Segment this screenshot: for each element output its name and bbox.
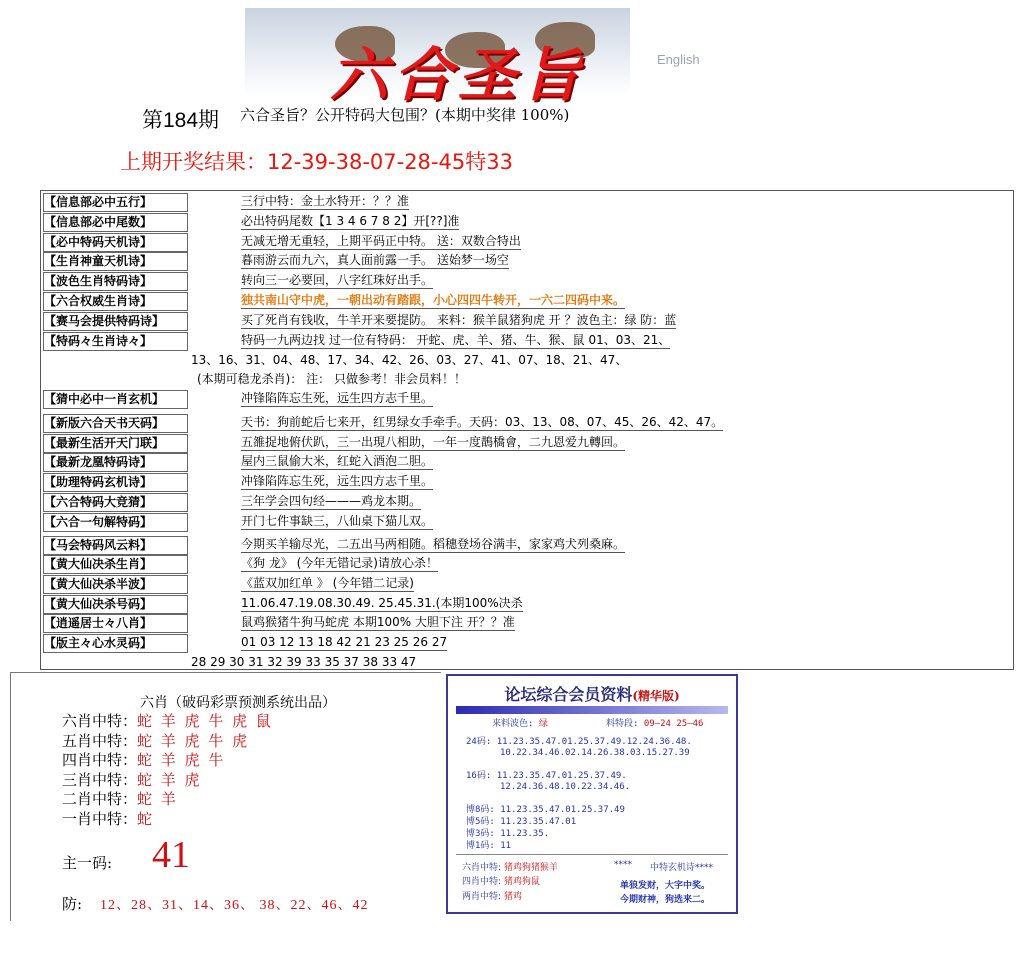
tip-value-line2: 13、16、31、04、48、17、34、42、26、03、27、41、07、18、21、47、 (191, 353, 628, 367)
tip-value: 《蓝双加红单 》 (今年错二记录) (241, 576, 414, 590)
tip-label: 【信息部必中尾数】 (43, 213, 188, 232)
tip-row (41, 412, 1011, 431)
tip-value-line2: 28 29 30 31 32 39 33 35 37 38 33 47 (191, 655, 417, 669)
tip-value: 《狗 龙》 (今年无错记录)请放心杀！ (241, 556, 438, 570)
poem-line-2: 今期财神，狗选来二。 (620, 895, 711, 905)
six-row-label: 三肖中特： (62, 770, 138, 789)
tip-label: 【特码々生肖诗々】 (43, 332, 188, 351)
tip-label: 【马会特码风云料】 (43, 536, 188, 555)
tip-value: 开门七件事缺三，八仙桌下猫儿双。 (241, 514, 434, 528)
six-zodiac-row (62, 749, 225, 770)
tip-value: 01 03 12 13 18 42 21 23 25 26 27 (241, 635, 448, 649)
foot-two-value: 猪鸡 (503, 892, 522, 902)
card-number-row (466, 838, 511, 851)
six-row-value: 蛇 (137, 809, 155, 828)
tip-value: 天书：狗前蛇后七来开，红男绿女手牵手。天码：03、13、08、07、45、26、42、47。 (241, 415, 724, 429)
card-row-label: 博5码: (466, 817, 495, 827)
card-color-band (456, 706, 728, 714)
six-row-value: 蛇 羊 虎 牛 虎 (137, 731, 250, 750)
special-range-value: 09—24 25—46 (643, 719, 704, 729)
tip-label: 【波色生肖特码诗】 (43, 272, 188, 291)
card-row-value: 11.23.35. (500, 829, 550, 839)
card-row-value: 11.23.35.47.01.25.37.49. (496, 771, 627, 781)
card-row-label: 博3码: (466, 829, 495, 839)
tip-label: 【六合一句解特码】 (43, 513, 188, 532)
card-number-row (500, 782, 630, 792)
tip-label: 【信息部必中五行】 (43, 193, 188, 212)
member-data-card (446, 674, 738, 914)
tip-label: 【逍遥居士々八肖】 (43, 614, 188, 633)
card-number-row (466, 768, 627, 781)
tip-value-line3: (本期可稳龙杀肖)： 注： 只做参考！非会员料！！ (197, 372, 466, 386)
poem-stars: **** (614, 860, 632, 870)
tip-label: 【助理特码玄机诗】 (43, 473, 188, 492)
special-range-label: 料特段: (606, 719, 639, 729)
tip-row (41, 330, 1011, 386)
special-range-row (606, 716, 703, 729)
six-row-label: 四肖中特： (62, 751, 138, 769)
tip-value: 独共南山守中虎，一朝出动有踏跟，小心四四牛转开，一六二四码中来。 (241, 293, 626, 307)
tip-label: 【猜中必中一肖玄机】 (43, 390, 188, 409)
tip-value: 无减无增无重轻，上期平码正中特。 送：双数合特出 (241, 234, 521, 248)
tip-label: 【六合权威生肖诗】 (43, 292, 188, 311)
six-row-label: 五肖中特： (62, 731, 138, 750)
tip-value: 11.06.47.19.08.30.49. 25.45.31.(本期100%决杀 (241, 596, 523, 610)
tip-label: 【赛马会提供特码诗】 (43, 312, 188, 331)
last-draw-result: 上期开奖结果：12-39-38-07-28-45特33 (120, 150, 513, 174)
main-number-label: 主一码: (62, 854, 113, 872)
card-row-label: 博8码: (466, 805, 495, 815)
six-zodiac-title: 六肖（破码彩票预测系统出品） (140, 695, 336, 711)
foot-six-value: 猪鸡狗猪猴羊 (503, 863, 558, 873)
tip-row (41, 612, 1011, 631)
six-row-value: 蛇 羊 (137, 790, 178, 808)
card-footer-divider (456, 854, 728, 855)
tip-value: 屋内三鼠偷大米，红蛇入酒泡二胆。 (241, 454, 434, 468)
tip-value: 冲锋陷阵忘生死，远生四方志千里。 (241, 474, 434, 488)
tip-row (41, 231, 1011, 250)
tip-value: 三年学会四句经———鸡龙本期。 (241, 494, 422, 508)
tip-label: 【六合特码大竞猜】 (43, 493, 188, 512)
tip-label: 【必中特码天机诗】 (43, 233, 188, 252)
tip-row (41, 270, 1011, 289)
tip-label: 【黄大仙决杀号码】 (43, 595, 188, 614)
six-zodiac-row (62, 730, 249, 751)
tip-row (41, 632, 1011, 669)
card-row-value: 11.23.35.47.01 (500, 817, 577, 827)
card-row-value: 11 (500, 841, 512, 851)
six-row-label: 一肖中特： (62, 809, 138, 828)
six-row-value: 蛇 羊 虎 (137, 770, 202, 789)
english-link[interactable]: English (657, 52, 700, 67)
tip-row (41, 451, 1011, 470)
card-row-value: 11.23.35.47.01.25.37.49.12.24.36.48. (496, 737, 692, 747)
tip-value: 冲锋陷阵忘生死，远生四方志千里。 (241, 391, 434, 405)
card-number-row (466, 734, 692, 747)
tip-label: 【黄大仙决杀半波】 (43, 575, 188, 594)
card-row-label: 博1码: (466, 841, 495, 851)
foot-two-row (462, 889, 522, 902)
headline: 六合圣旨？公开特码大包围？(本期中奖律 100%) (240, 106, 570, 124)
six-row-label: 六肖中特： (62, 712, 138, 730)
card-number-row (500, 748, 690, 758)
card-title (448, 682, 736, 705)
tip-value: 五雒捉地俯伏趴，三一出現八相助，一年一度鵲橋會，二九恩爱九轉回。 (241, 435, 626, 449)
tip-value: 必出特码尾数【1 3 4 6 7 8 2】开[??]准 (241, 214, 460, 228)
six-zodiac-row (62, 710, 273, 731)
tip-value: 暮雨游云而九六，真人面前露一手。 送始梦一场空 (241, 253, 509, 267)
tip-row (41, 593, 1011, 612)
issue-number: 第184期 (142, 109, 220, 132)
six-zodiac-row (62, 788, 178, 809)
tip-row (41, 310, 1011, 329)
card-row-value: 12.24.36.48.10.22.34.46. (500, 782, 631, 792)
tip-row (41, 573, 1011, 592)
main-number-value: 41 (152, 834, 190, 876)
tip-row (41, 432, 1011, 451)
source-color-value: 绿 (538, 719, 548, 729)
foot-four-label: 四肖中特: (462, 877, 502, 887)
tip-label: 【生肖神童天机诗】 (43, 252, 188, 271)
six-zodiac-row (62, 808, 154, 829)
tip-value: 三行中特：金土水特开：？？准 (241, 194, 410, 208)
foot-six-row (462, 860, 558, 873)
card-row-value: 11.23.35.47.01.25.37.49 (500, 805, 625, 815)
tip-row (41, 553, 1011, 572)
tip-value: 今期买羊输尽光，二五出马两相随。稻穗登场谷满丰，家家鸡犬列桑麻。 (241, 537, 626, 551)
poem-line-1: 单狼发财，大字中奖。 (620, 881, 711, 891)
card-row-label: 16码: (466, 771, 492, 781)
tip-row (41, 290, 1011, 309)
foot-two-label: 两肖中特: (462, 892, 502, 902)
six-row-value: 蛇 羊 虎 牛 虎 鼠 (137, 712, 273, 730)
card-title-sub: (精华版) (632, 689, 680, 703)
poem-title: 中特玄机诗**** (650, 863, 714, 873)
foot-four-row (462, 874, 540, 887)
foot-six-label: 六肖中特: (462, 863, 502, 873)
guard-numbers-values: 12、28、31、14、36、 38、22、46、42 (100, 898, 369, 913)
tip-label: 【最新龙凰特码诗】 (43, 453, 188, 472)
tip-row (41, 534, 1011, 553)
tip-row (41, 471, 1011, 490)
guard-numbers-label: 防: (62, 895, 83, 913)
tip-row (41, 191, 1011, 210)
six-zodiac-row (62, 769, 202, 790)
tip-row (41, 511, 1011, 530)
tip-label: 【版主々心水灵码】 (43, 634, 188, 653)
tips-table (40, 190, 1014, 670)
tip-row (41, 388, 1011, 407)
tip-value: 鼠鸡猴猪牛狗马蛇虎 本期100% 大胆下注 开？？准 (241, 615, 515, 629)
card-row-label: 24码: (466, 737, 492, 747)
card-row-value: 10.22.34.46.02.14.26.38.03.15.27.39 (500, 748, 690, 758)
tip-label: 【黄大仙决杀生肖】 (43, 555, 188, 574)
tip-label: 【新版六合天书天码】 (43, 414, 188, 433)
six-row-label: 二肖中特： (62, 790, 138, 808)
tip-row (41, 491, 1011, 510)
tip-row (41, 250, 1011, 269)
tip-value: 买了死肖有钱收，牛羊开来要提防。 来料：猴羊鼠猪狗虎 开 ？波色主：绿 防：蓝 (241, 313, 677, 327)
source-color-label: 来料波色: (492, 719, 534, 729)
tip-value: 转向三一必要回，八字红珠好出手。 (241, 273, 434, 287)
six-row-value: 蛇 羊 虎 牛 (137, 751, 226, 769)
card-title-text: 论坛综合会员资料 (504, 685, 633, 704)
site-logo: 六合圣旨 (330, 41, 587, 109)
tip-row (41, 211, 1011, 230)
tip-value: 特码一九两边找 过一位有特码： 开蛇、虎、羊、猪、牛、猴、鼠 01、03、21、 (241, 333, 671, 347)
foot-four-value: 猪鸡狗鼠 (503, 877, 540, 887)
tip-label: 【最新生活开天门联】 (43, 434, 188, 453)
source-color-row (492, 716, 548, 729)
